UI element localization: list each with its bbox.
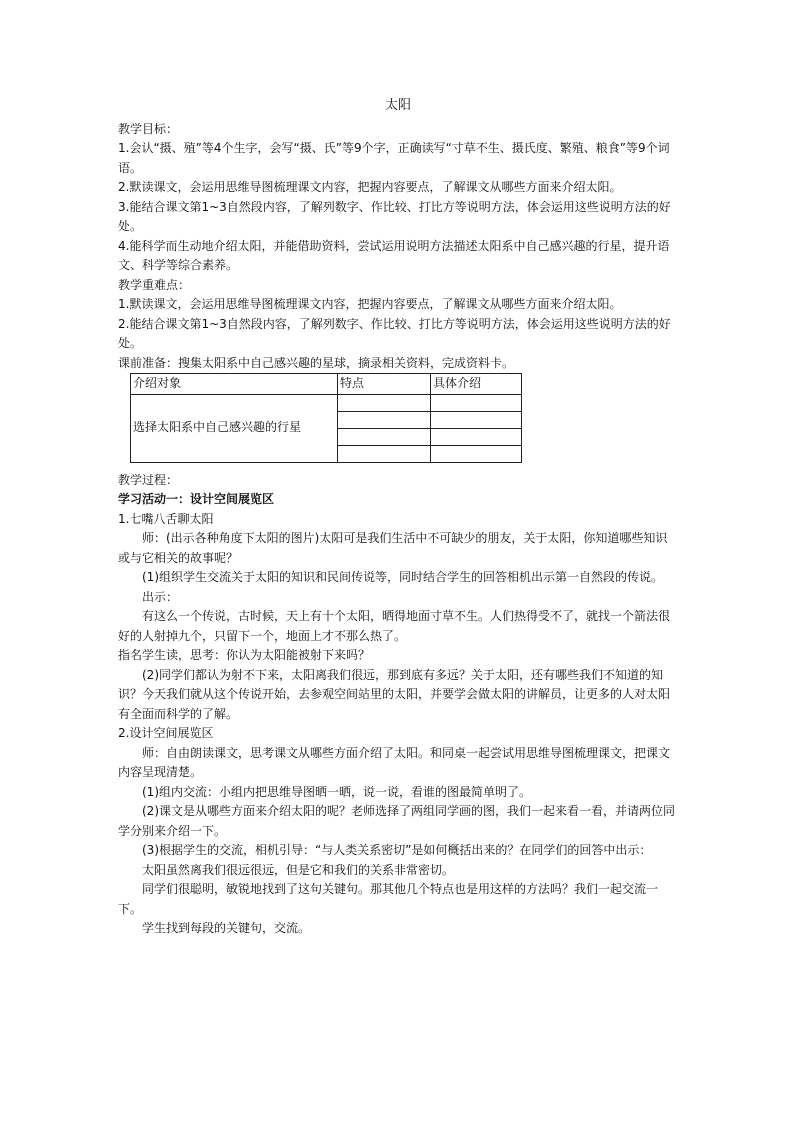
paragraph: (2)同学们都认为射不下来，太阳离我们很远，那到底有多远？关于太阳，还有哪些我们不知道的知识？今天我们就从这个传说开始，去参观空间站里的太阳，并要学会做太阳的讲解员，让更多的人对太阳有全面而科学的了解。 (118, 667, 671, 721)
material-card-table (130, 373, 522, 463)
table-cell (431, 394, 522, 411)
paragraph: 有这么一个传说，古时候，天上有十个太阳，晒得地面寸草不生。人们热得受不了，就找一个箭法很好的人射掉九个，只留下一个，地面上才不那么热了。 (118, 609, 671, 643)
table-cell (431, 428, 522, 445)
table-cell (431, 411, 522, 428)
section-title: 1.七嘴八舌聊太阳 (118, 511, 214, 526)
table-cell (338, 411, 431, 428)
table-row-label: 选择太阳系中自己感兴趣的行星 (131, 394, 338, 462)
paragraph: 师：(出示各种角度下太阳的图片)太阳可是我们生活中不可缺少的朋友，关于太阳，你知道哪些知识或与它相关的故事呢？ (118, 531, 668, 565)
table-header-detail: 具体介绍 (431, 374, 522, 395)
paragraph: (2)课文是从哪些方面来介绍太阳的呢？老师选择了两组同学画的图，我们一起来看一看，并请两位同学分别来介绍一下。 (118, 804, 676, 838)
table-cell (338, 445, 431, 462)
paragraph: (1)组内交流：小组内把思维导图晒一晒，说一说，看谁的图最简单明了。 (142, 784, 532, 799)
key-point-item: 1.默读课文，会运用思维导图梳理课文内容，把握内容要点，了解课文从哪些方面来介绍太阳。 (118, 297, 622, 311)
objective-item: 2.默读课文，会运用思维导图梳理课文内容，把握内容要点，了解课文从哪些方面来介绍太阳。 (118, 180, 622, 194)
key-point-item: 2.能结合课文第1~3自然段内容，了解列数字、作比较、打比方等说明方法，体会运用这些说明方法的好处。 (118, 316, 671, 350)
table-header-row (131, 374, 522, 395)
key-points-heading: 教学重难点： (118, 277, 191, 292)
preparation-text: 课前准备：搜集太阳系中自己感兴趣的星球，摘录相关资料，完成资料卡。 (118, 355, 515, 370)
paragraph: 师：自由朗读课文，思考课文从哪些方面介绍了太阳。和同桌一起尝试用思维导图梳理课文，把课文内容呈现清楚。 (118, 745, 671, 779)
paragraph: 出示： (142, 589, 179, 604)
objective-item: 3.能结合课文第1~3自然段内容，了解列数字、作比较、打比方等说明方法，体会运用这些说明方法的好处。 (118, 199, 671, 233)
document-page (118, 96, 678, 939)
paragraph: (1)组织学生交流关于太阳的知识和民间传说等，同时结合学生的回答相机出示第一自然段的传说。 (142, 570, 664, 584)
objective-item: 1.会认“摄、殖”等4个生字，会写“摄、氏”等9个字，正确读写“寸草不生、摄氏度、繁殖、粮食”等9个词语。 (118, 141, 670, 175)
paragraph: 学生找到每段的关键句，交流。 (142, 921, 311, 935)
paragraph: 同学们很聪明，敏锐地找到了这句关键句。那其他几个特点也是用这样的方法吗？我们一起交流一下。 (118, 882, 659, 916)
page-title: 太阳 (384, 98, 411, 113)
activity-heading: 学习活动一：设计空间展览区 (118, 492, 275, 506)
table-cell (338, 428, 431, 445)
process-heading: 教学过程： (118, 472, 179, 487)
table-header-object: 介绍对象 (131, 374, 338, 395)
table-cell (431, 445, 522, 462)
objective-item: 4.能科学而生动地介绍太阳，并能借助资料，尝试运用说明方法描述太阳系中自己感兴趣的行星，提升语文、科学等综合素养。 (118, 238, 670, 272)
paragraph: 太阳虽然离我们很远很远，但是它和我们的关系非常密切。 (142, 862, 455, 877)
objectives-heading: 教学目标： (118, 121, 179, 136)
table-cell (338, 394, 431, 411)
paragraph: (3)根据学生的交流，相机引导：“与人类关系密切”是如何概括出来的？在同学们的回答中出示： (142, 843, 652, 857)
table-header-feature: 特点 (338, 374, 431, 395)
table-row (131, 394, 522, 411)
section-title: 2.设计空间展览区 (118, 726, 214, 740)
paragraph: 指名学生读，思考：你认为太阳能被射下来吗？ (118, 648, 371, 662)
